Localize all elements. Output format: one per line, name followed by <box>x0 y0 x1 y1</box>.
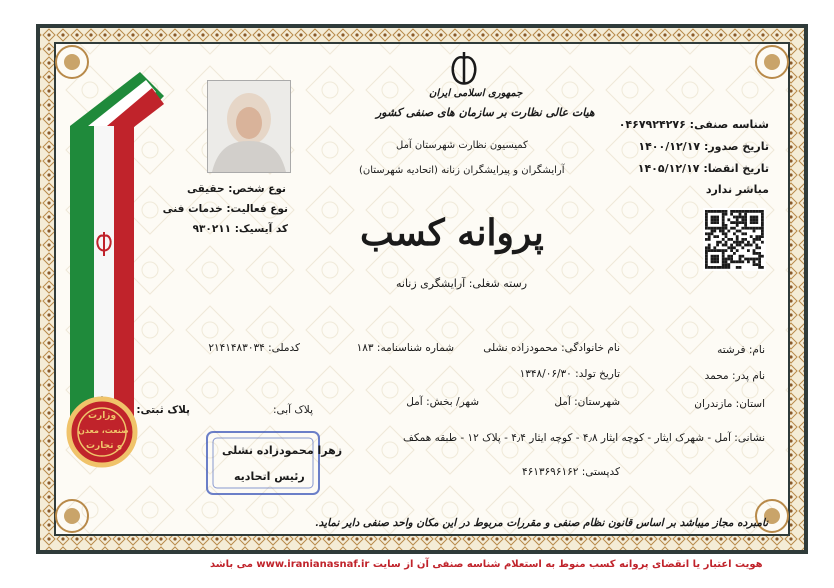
page-title: پروانه کسب <box>360 212 544 254</box>
first-name: نام: فرشته <box>717 344 765 356</box>
registered-plate: پلاک ثبتی: <box>136 404 190 416</box>
isic-code: کد آیسیک: ۹۳۰۲۱۱ <box>192 223 288 235</box>
seal-text-middle: صنعت، معدن <box>78 426 129 435</box>
signatory-name: زهرا محمودزاده نشلی <box>222 444 343 457</box>
postal-code: کدپستی: ۴۶۱۳۶۹۶۱۶۲ <box>521 466 620 478</box>
issue-date: تاریخ صدور: ۱۴۰۰/۱۲/۱۷ <box>638 140 769 153</box>
father-name: نام پدر: محمد <box>704 370 765 382</box>
union-label: آرایشگران و پیرایشگران زنانه (اتحادیه شهرستان) <box>359 165 565 176</box>
qr-code[interactable] <box>703 208 766 271</box>
activity-type: نوع فعالیت: خدمات فنی <box>162 203 288 215</box>
profile-photo <box>207 80 291 173</box>
commission-label: کمیسیون نظارت شهرستان آمل <box>396 140 528 151</box>
county: شهرستان: آمل <box>554 396 620 408</box>
person-icon <box>208 81 290 172</box>
national-code: کدملی: ۲۱۴۱۴۸۳۰۳۴ <box>208 342 300 354</box>
guild-id: شناسه صنفی: ۰۴۶۷۹۲۴۲۷۶ <box>618 118 769 131</box>
id-number: شماره شناسنامه: ۱۸۳ <box>356 342 454 354</box>
bottom-note: هویت اعتبار یا انقضای پروانه کسب منوط به استعلام شناسه صنفی آن از سایت www.iranianasnaf.ir می باشد <box>210 559 763 570</box>
manager-status: مباشر ندارد <box>705 183 769 196</box>
blue-plate: پلاک آبی: <box>272 404 313 416</box>
last-name: نام خانوادگی: محمودزاده نشلی <box>483 342 620 354</box>
footer-statement: نامبرده مجاز میباشد بر اساس قانون نظام صنفی و مقررات مربوط در این مکان واحد صنفی دایر نماید. <box>315 517 769 529</box>
seal-text-top: وزارت <box>88 411 117 421</box>
seal-text-bottom: و تجارت <box>86 441 123 451</box>
expiry-date: تاریخ انقضا: ۱۴۰۵/۱۲/۱۷ <box>637 162 769 175</box>
address: نشانی: آمل - شهرک ایثار - کوچه ایثار ۴٫۸ - کوچه ایثار ۴٫۴ - پلاک ۱۲ - طبقه همکف <box>403 432 765 444</box>
signatory-role: رئیس اتحادیه <box>234 470 305 483</box>
person-type: نوع شخص: حقیقی <box>186 183 286 195</box>
birth-date: تاریخ تولد: ۱۳۴۸/۰۶/۳۰ <box>519 368 620 380</box>
board-label: هیات عالی نظارت بر سازمان های صنفی کشور <box>376 106 595 119</box>
job-category: رسته شغلی: آرایشگری زنانه <box>396 277 528 290</box>
republic-label: جمهوری اسلامی ایران <box>429 88 523 99</box>
province: استان: مازندران <box>694 398 765 410</box>
city: شهر/ بخش: آمل <box>406 396 479 408</box>
